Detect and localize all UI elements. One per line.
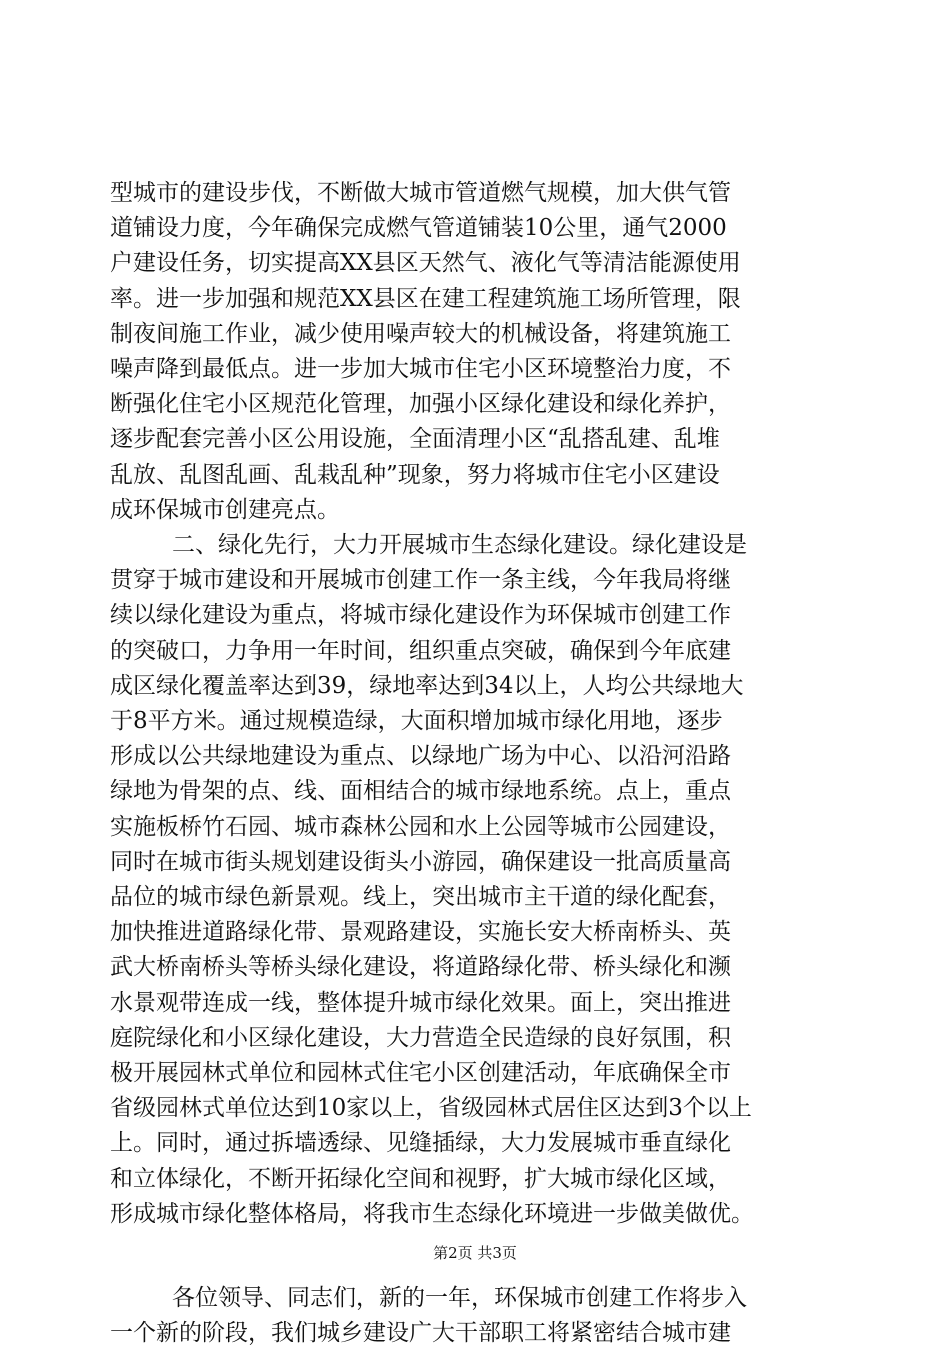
text-line-content: 极开展园林式单位和园林式住宅小区创建活动，年底确保全市 <box>110 1060 731 1086</box>
text-line-content: 各位领导、同志们，新的一年，环保城市创建工作将步入 <box>172 1285 747 1311</box>
text-line-content: 率。进一步加强和规范XX县区在建工程建筑施工场所管理，限 <box>110 286 741 312</box>
text-line <box>0 668 950 704</box>
text-line-content: 乱放、乱图乱画、乱栽乱种”现象，努力将城市住宅小区建设 <box>110 462 720 488</box>
text-line-content: 同时在城市街头规划建设街头小游园，确保建设一批高质量高 <box>110 849 731 875</box>
text-line <box>0 1055 950 1091</box>
text-line <box>0 1280 950 1316</box>
text-line-content: 逐步配套完善小区公用设施，全面清理小区“乱搭乱建、乱堆 <box>110 426 720 452</box>
text-line-content: 绿地为骨架的点、线、面相结合的城市绿地系统。点上，重点 <box>110 778 731 804</box>
text-line <box>0 281 950 317</box>
text-line <box>0 527 950 563</box>
text-line-content: 制夜间施工作业，减少使用噪声较大的机械设备，将建筑施工 <box>110 321 731 347</box>
text-line <box>0 773 950 809</box>
text-line <box>0 879 950 915</box>
text-line <box>0 1020 950 1056</box>
text-line-content: 一个新的阶段，我们城乡建设广大干部职工将紧密结合城市建 <box>110 1320 731 1346</box>
page-footer: 第2页 共3页 <box>433 1244 517 1262</box>
text-line <box>0 914 950 950</box>
text-line-content: 庭院绿化和小区绿化建设，大力营造全民造绿的良好氛围，积 <box>110 1025 731 1051</box>
text-line-content: 实施板桥竹石园、城市森林公园和水上公园等城市公园建设， <box>110 814 731 840</box>
text-line <box>0 1196 950 1232</box>
text-line <box>0 597 950 633</box>
text-line <box>0 703 950 739</box>
text-line <box>0 633 950 669</box>
text-line <box>0 351 950 387</box>
text-line-content: 断强化住宅小区规范化管理，加强小区绿化建设和绿化养护， <box>110 391 731 417</box>
text-line-content: 于8平方米。通过规模造绿，大面积增加城市绿化用地，逐步 <box>110 708 723 734</box>
text-line <box>0 1315 950 1351</box>
text-line-content: 加快推进道路绿化带、景观路建设，实施长安大桥南桥头、英 <box>110 919 731 945</box>
text-line <box>0 316 950 352</box>
text-line-content: 户建设任务，切实提高XX县区天然气、液化气等清洁能源使用 <box>110 250 741 276</box>
text-line <box>0 844 950 880</box>
text-line <box>0 386 950 422</box>
text-line-content: 上。同时，通过拆墙透绿、见缝插绿，大力发展城市垂直绿化 <box>110 1130 731 1156</box>
text-line-content: 贯穿于城市建设和开展城市创建工作一条主线，今年我局将继 <box>110 567 731 593</box>
text-line <box>0 738 950 774</box>
text-line-content: 道铺设力度，今年确保完成燃气管道铺装10公里，通气2000 <box>110 215 727 241</box>
text-line-content: 水景观带连成一线，整体提升城市绿化效果。面上，突出推进 <box>110 990 731 1016</box>
text-line-content: 的突破口，力争用一年时间，组织重点突破，确保到今年底建 <box>110 638 731 664</box>
text-line <box>0 809 950 845</box>
text-line <box>0 210 950 246</box>
text-line-content: 武大桥南桥头等桥头绿化建设，将道路绿化带、桥头绿化和濒 <box>110 954 731 980</box>
text-line-content: 成区绿化覆盖率达到39，绿地率达到34以上，人均公共绿地大 <box>110 673 744 699</box>
text-line-content: 型城市的建设步伐，不断做大城市管道燃气规模，加大供气管 <box>110 180 731 206</box>
text-line <box>0 492 950 528</box>
text-line <box>0 1090 950 1126</box>
text-line-content: 和立体绿化，不断开拓绿化空间和视野，扩大城市绿化区域， <box>110 1166 731 1192</box>
text-line-content: 品位的城市绿色新景观。线上，突出城市主干道的绿化配套， <box>110 884 731 910</box>
text-line-content: 形成城市绿化整体格局，将我市生态绿化环境进一步做美做优。 <box>110 1201 754 1227</box>
text-line-content: 省级园林式单位达到10家以上，省级园林式居住区达到3个以上 <box>110 1095 752 1121</box>
text-line <box>0 1125 950 1161</box>
text-line-content: 续以绿化建设为重点，将城市绿化建设作为环保城市创建工作 <box>110 602 731 628</box>
text-line <box>0 175 950 211</box>
text-line <box>0 245 950 281</box>
text-line <box>0 421 950 457</box>
text-line-content: 噪声降到最低点。进一步加大城市住宅小区环境整治力度，不 <box>110 356 731 382</box>
text-line <box>0 1161 950 1197</box>
text-line-content: 成环保城市创建亮点。 <box>110 497 340 523</box>
text-line <box>0 985 950 1021</box>
text-line <box>0 949 950 985</box>
text-line <box>0 457 950 493</box>
text-line-content: 二、绿化先行，大力开展城市生态绿化建设。绿化建设是 <box>172 532 747 558</box>
text-line <box>0 562 950 598</box>
text-line-content: 形成以公共绿地建设为重点、以绿地广场为中心、以沿河沿路 <box>110 743 731 769</box>
